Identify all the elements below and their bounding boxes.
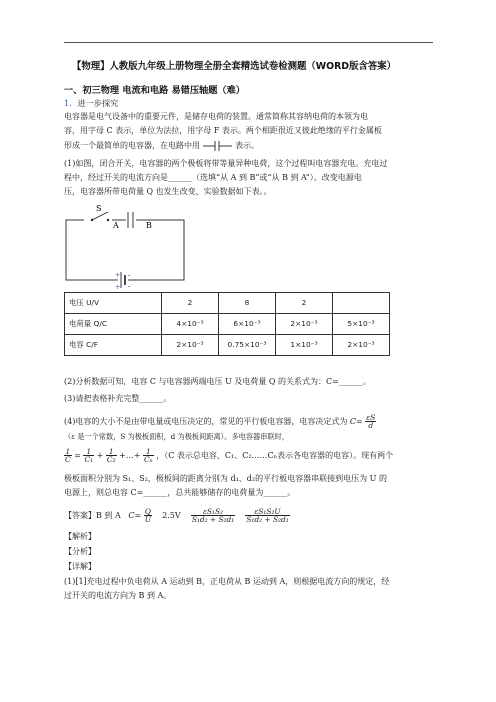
table-row [65,293,390,314]
table-row-label: 电压 U/V [65,293,162,314]
text-line: 过开关的电流方向为 B 到 A。 [64,591,172,600]
text-line: （ε 是一个常数，S 为极板面积，d 为极板间距离）。多电容器串联时， [64,432,289,441]
text-line: (1)[1]充电过程中负电荷从 A 运动到 B，正电荷从 B 运动到 A，则根据电流方向的规定，经 [64,577,390,586]
table-cell: 6×10⁻³ [219,314,276,335]
text-line: 压，电容器所带电荷量 Q 也发生改变，实验数据如下表。。 [64,187,272,196]
svg-text:-: - [128,282,131,290]
table-cell: 2×10⁻³ [276,314,333,335]
text-line: $\frac{1}{C}$ = $\frac{1}{\text{C₁}}$ + $\frac{1}{\text{C₂}}$ +…+ $\frac{1}{\text{Cₙ}}$ ，（C 表示总电容，C₁、C₂……Cₙ表示各电容器的电容）。现有两个 [65,447,394,465]
top-rule [64,42,433,43]
answer-charge: $\frac{\text{εS₁S₂U}}{\text{S₁d₂ + S₂d₁}}$ [246,507,289,525]
table-cell: 2×10⁻³ [162,335,219,356]
answer-capacitance: $\frac{\text{εS₁S₂}}{\text{S₁d₂ + S₂d₁}}$ [191,507,235,525]
data-table [64,292,390,356]
table-row-label: 电容 C/F [65,335,162,356]
text-line: 形成一个最简单的电容器，在电路中用 表示。 [64,141,260,150]
question-intro: 进一步探究 [77,98,119,108]
analysis-label: 【解析】 [64,532,96,541]
table-cell: 0.75×10⁻³ [219,335,276,356]
text-line: (1)如图，闭合开关，电容器的两个极板将带等量异种电荷，这个过程叫电容器充电。充电过 [64,159,388,168]
text-line: 容，用字母 C 表示，单位为法拉，用字母 F 表示。两个相距很近又彼此绝缘的平行金属板 [64,126,382,135]
text-line: 电容器是电气设备中的重要元件，是储存电荷的装置。通常简称其容纳电荷的本领为电 [64,112,368,121]
question-number-line [64,99,118,107]
text-line: 电源上，则总电容 C=______，总共能够储存的电荷量为______。 [64,488,296,497]
table-row-label: 电荷量 Q/C [65,314,162,335]
switch-label: S [96,204,102,213]
text-line: 程中，经过开关的电流方向是______（选填“从 A 到 B”或“从 B 到 A”）。改变电源电 [64,173,362,182]
document-title: 【物理】人教版九年级上册物理全册全套精选试卷检测题（WORD版含答案） [72,61,396,72]
table-cell [333,293,390,314]
question-number: 1． [64,98,78,108]
svg-text:+: + [115,283,121,290]
table-cell: 2 [276,293,333,314]
point-a-label: A [113,221,119,230]
text-line: 极板面积分别为 S₁、S₂，极板间的距离分别为 d₁、d₂的平行板电容器串联接到电压为 U 的 [64,474,387,483]
table-cell: 2×10⁻³ [333,335,390,356]
circuit-diagram [64,202,194,290]
text-line: (2)分析数据可知，电容 C 与电容器两端电压 U 及电荷量 Q 的关系式为：C=______。 [64,377,371,386]
svg-text:-: - [128,271,131,279]
series-formula-total: $\frac{1}{C}$ [65,447,71,465]
detail-label: 【详解】 [64,562,96,571]
point-b-label: B [146,221,152,230]
svg-text:+: + [115,271,121,279]
answer-line: 【答案】B 到 A C= $\frac{Q}{U}$ 2.5V $\frac{\text{εS₁S₂}}{\text{S₁d₂ + S₂d₁}}$ $\frac{\text{εS₁S₂U}}{\text{S₁d₂ + S₂d₁}}$ [64,507,289,525]
capacitor-symbol-icon [203,141,233,151]
table-row [65,335,390,356]
text-line: (4)电容的大小不是由带电量或电压决定的，常见的平行板电容器，电容决定式为 C= $\frac{\varepsilon S}{d}$ [64,413,376,431]
table-cell: 4×10⁻³ [162,314,219,335]
table-cell: 2 [162,293,219,314]
table-cell: 5×10⁻³ [333,314,390,335]
table-row [65,314,390,335]
analysis-label: 【分析】 [64,547,96,556]
table-cell: 1×10⁻³ [276,335,333,356]
text-line: (3)请把表格补充完整______。 [64,394,172,403]
capacitance-formula: $\frac{\varepsilon S}{d}$ [366,413,376,431]
table-cell: 8 [219,293,276,314]
section-heading: 一、初三物理 电流和电路 易错压轴题（难） [64,85,245,96]
